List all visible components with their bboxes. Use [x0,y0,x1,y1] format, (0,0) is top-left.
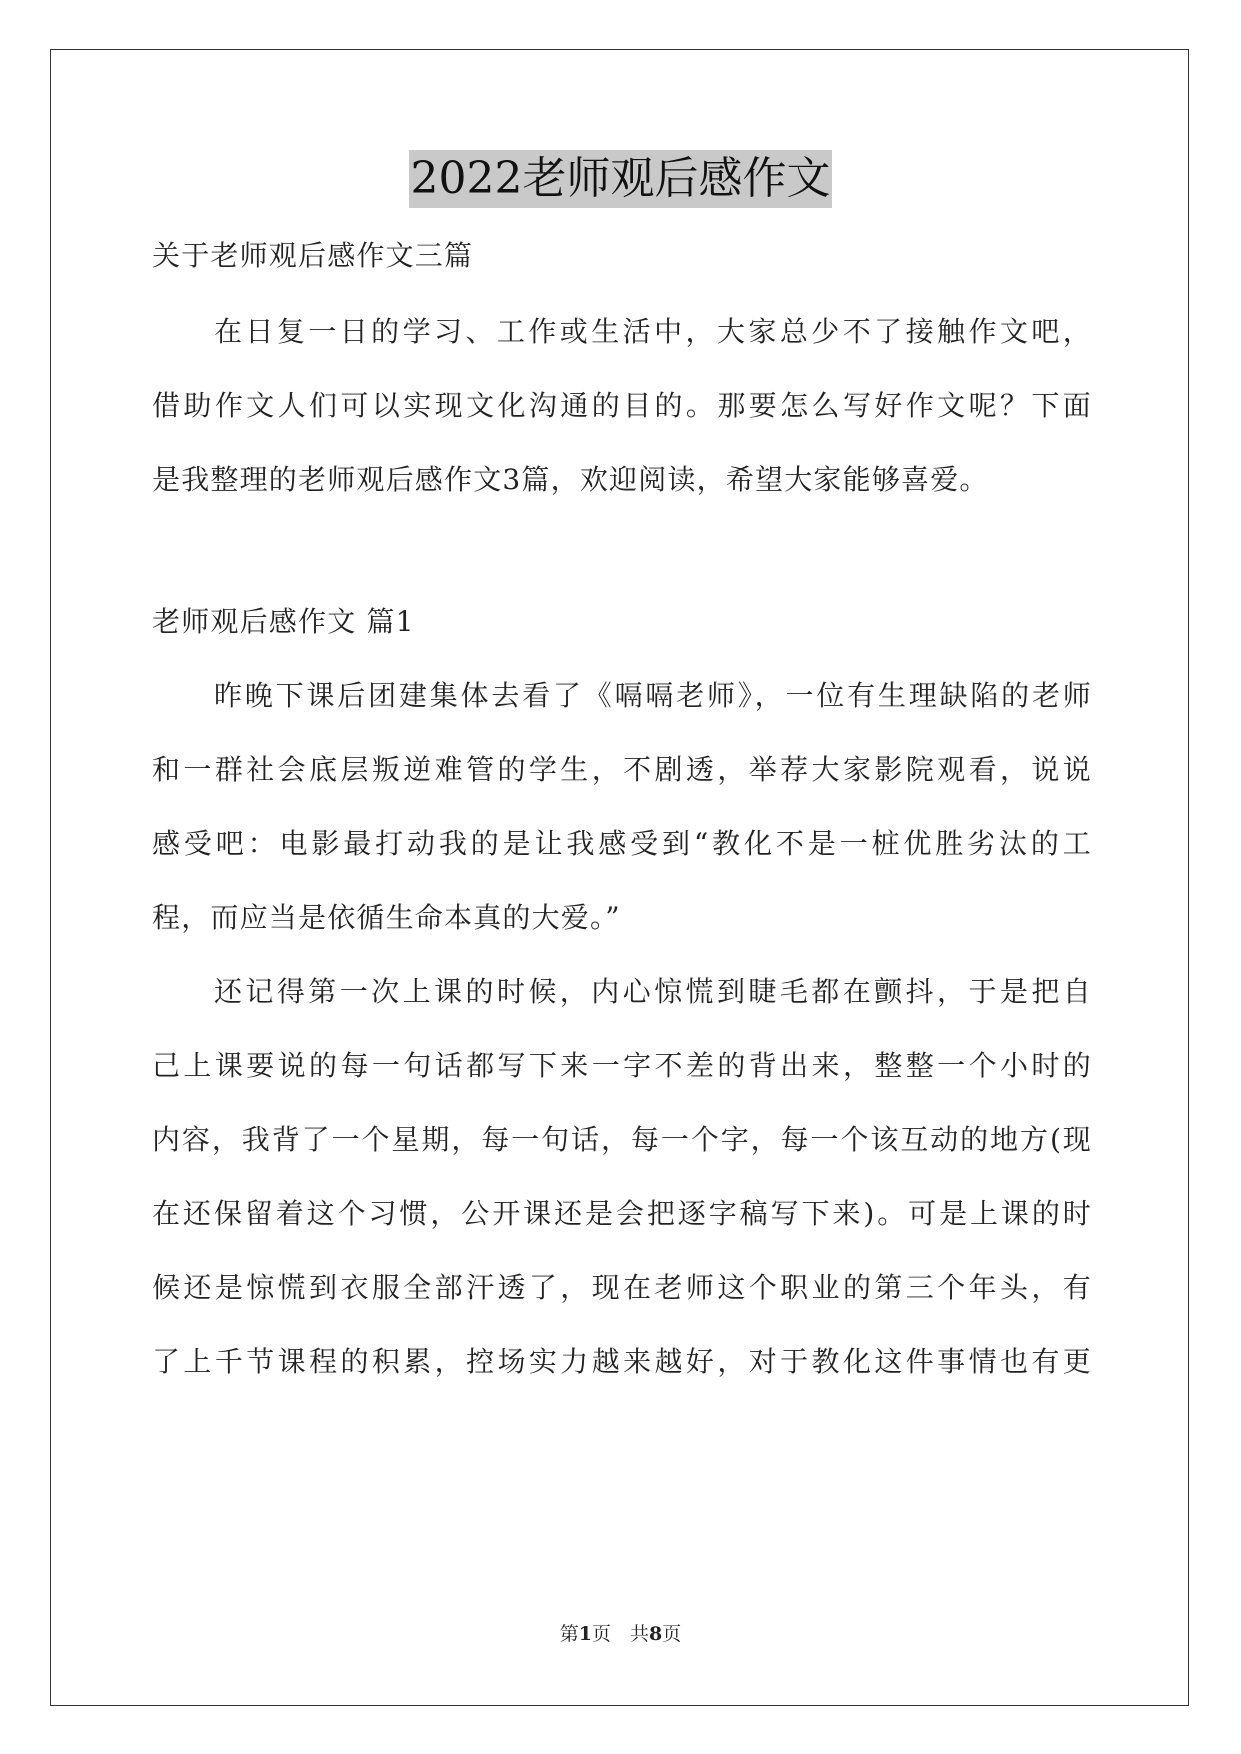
paragraph2-line-6: 了上千节课程的积累，控场实力越来越好，对于教化这件事情也有更 [152,1345,1092,1378]
footer-page-suffix: 页 [662,1623,682,1645]
footer-page-prefix: 第 [559,1623,579,1645]
intro-line-2: 借助作文人们可以实现文化沟通的目的。那要怎么写好作文呢？下面 [152,389,1092,422]
paragraph2-line-1: 还记得第一次上课的时候，内心惊慌到睫毛都在颤抖，于是把自 [214,975,1092,1008]
paragraph1-line-1: 昨晚下课后团建集体去看了《嗝嗝老师》，一位有生理缺陷的老师 [214,679,1092,712]
page-border [50,49,1189,1706]
paragraph1-line-2: 和一群社会底层叛逆难管的学生，不剧透，举荐大家影院观看，说说 [152,753,1092,786]
paragraph2-line-3: 内容，我背了一个星期，每一句话，每一个字，每一个该互动的地方(现 [152,1123,1092,1156]
intro-line-3: 是我整理的老师观后感作文3篇，欢迎阅读，希望大家能够喜爱。 [152,463,989,496]
document-title: 2022老师观后感作文 [409,150,833,208]
page-footer [0,1622,1241,1646]
paragraph2-line-4: 在还保留着这个习惯，公开课还是会把逐字稿写下来)。可是上课的时 [152,1197,1092,1230]
footer-page-total: 8 [649,1623,663,1645]
paragraph1-line-3: 感受吧：电影最打动我的是让我感受到“教化不是一桩优胜劣汰的工 [152,827,1092,860]
section-heading: 老师观后感作文 篇1 [152,605,415,638]
paragraph2-line-5: 候还是惊慌到衣服全部汗透了，现在老师这个职业的第三个年头，有 [152,1271,1092,1304]
footer-page-mid: 页 共 [591,1623,649,1645]
document-subtitle: 关于老师观后感作文三篇 [152,239,474,272]
title-container [0,150,1241,208]
intro-line-1: 在日复一日的学习、工作或生活中，大家总少不了接触作文吧， [214,315,1092,348]
paragraph2-line-2: 己上课要说的每一句话都写下来一字不差的背出来，整整一个小时的 [152,1049,1092,1082]
footer-page-current: 1 [578,1623,592,1645]
paragraph1-line-4: 程，而应当是依循生命本真的大爱。” [152,901,621,934]
